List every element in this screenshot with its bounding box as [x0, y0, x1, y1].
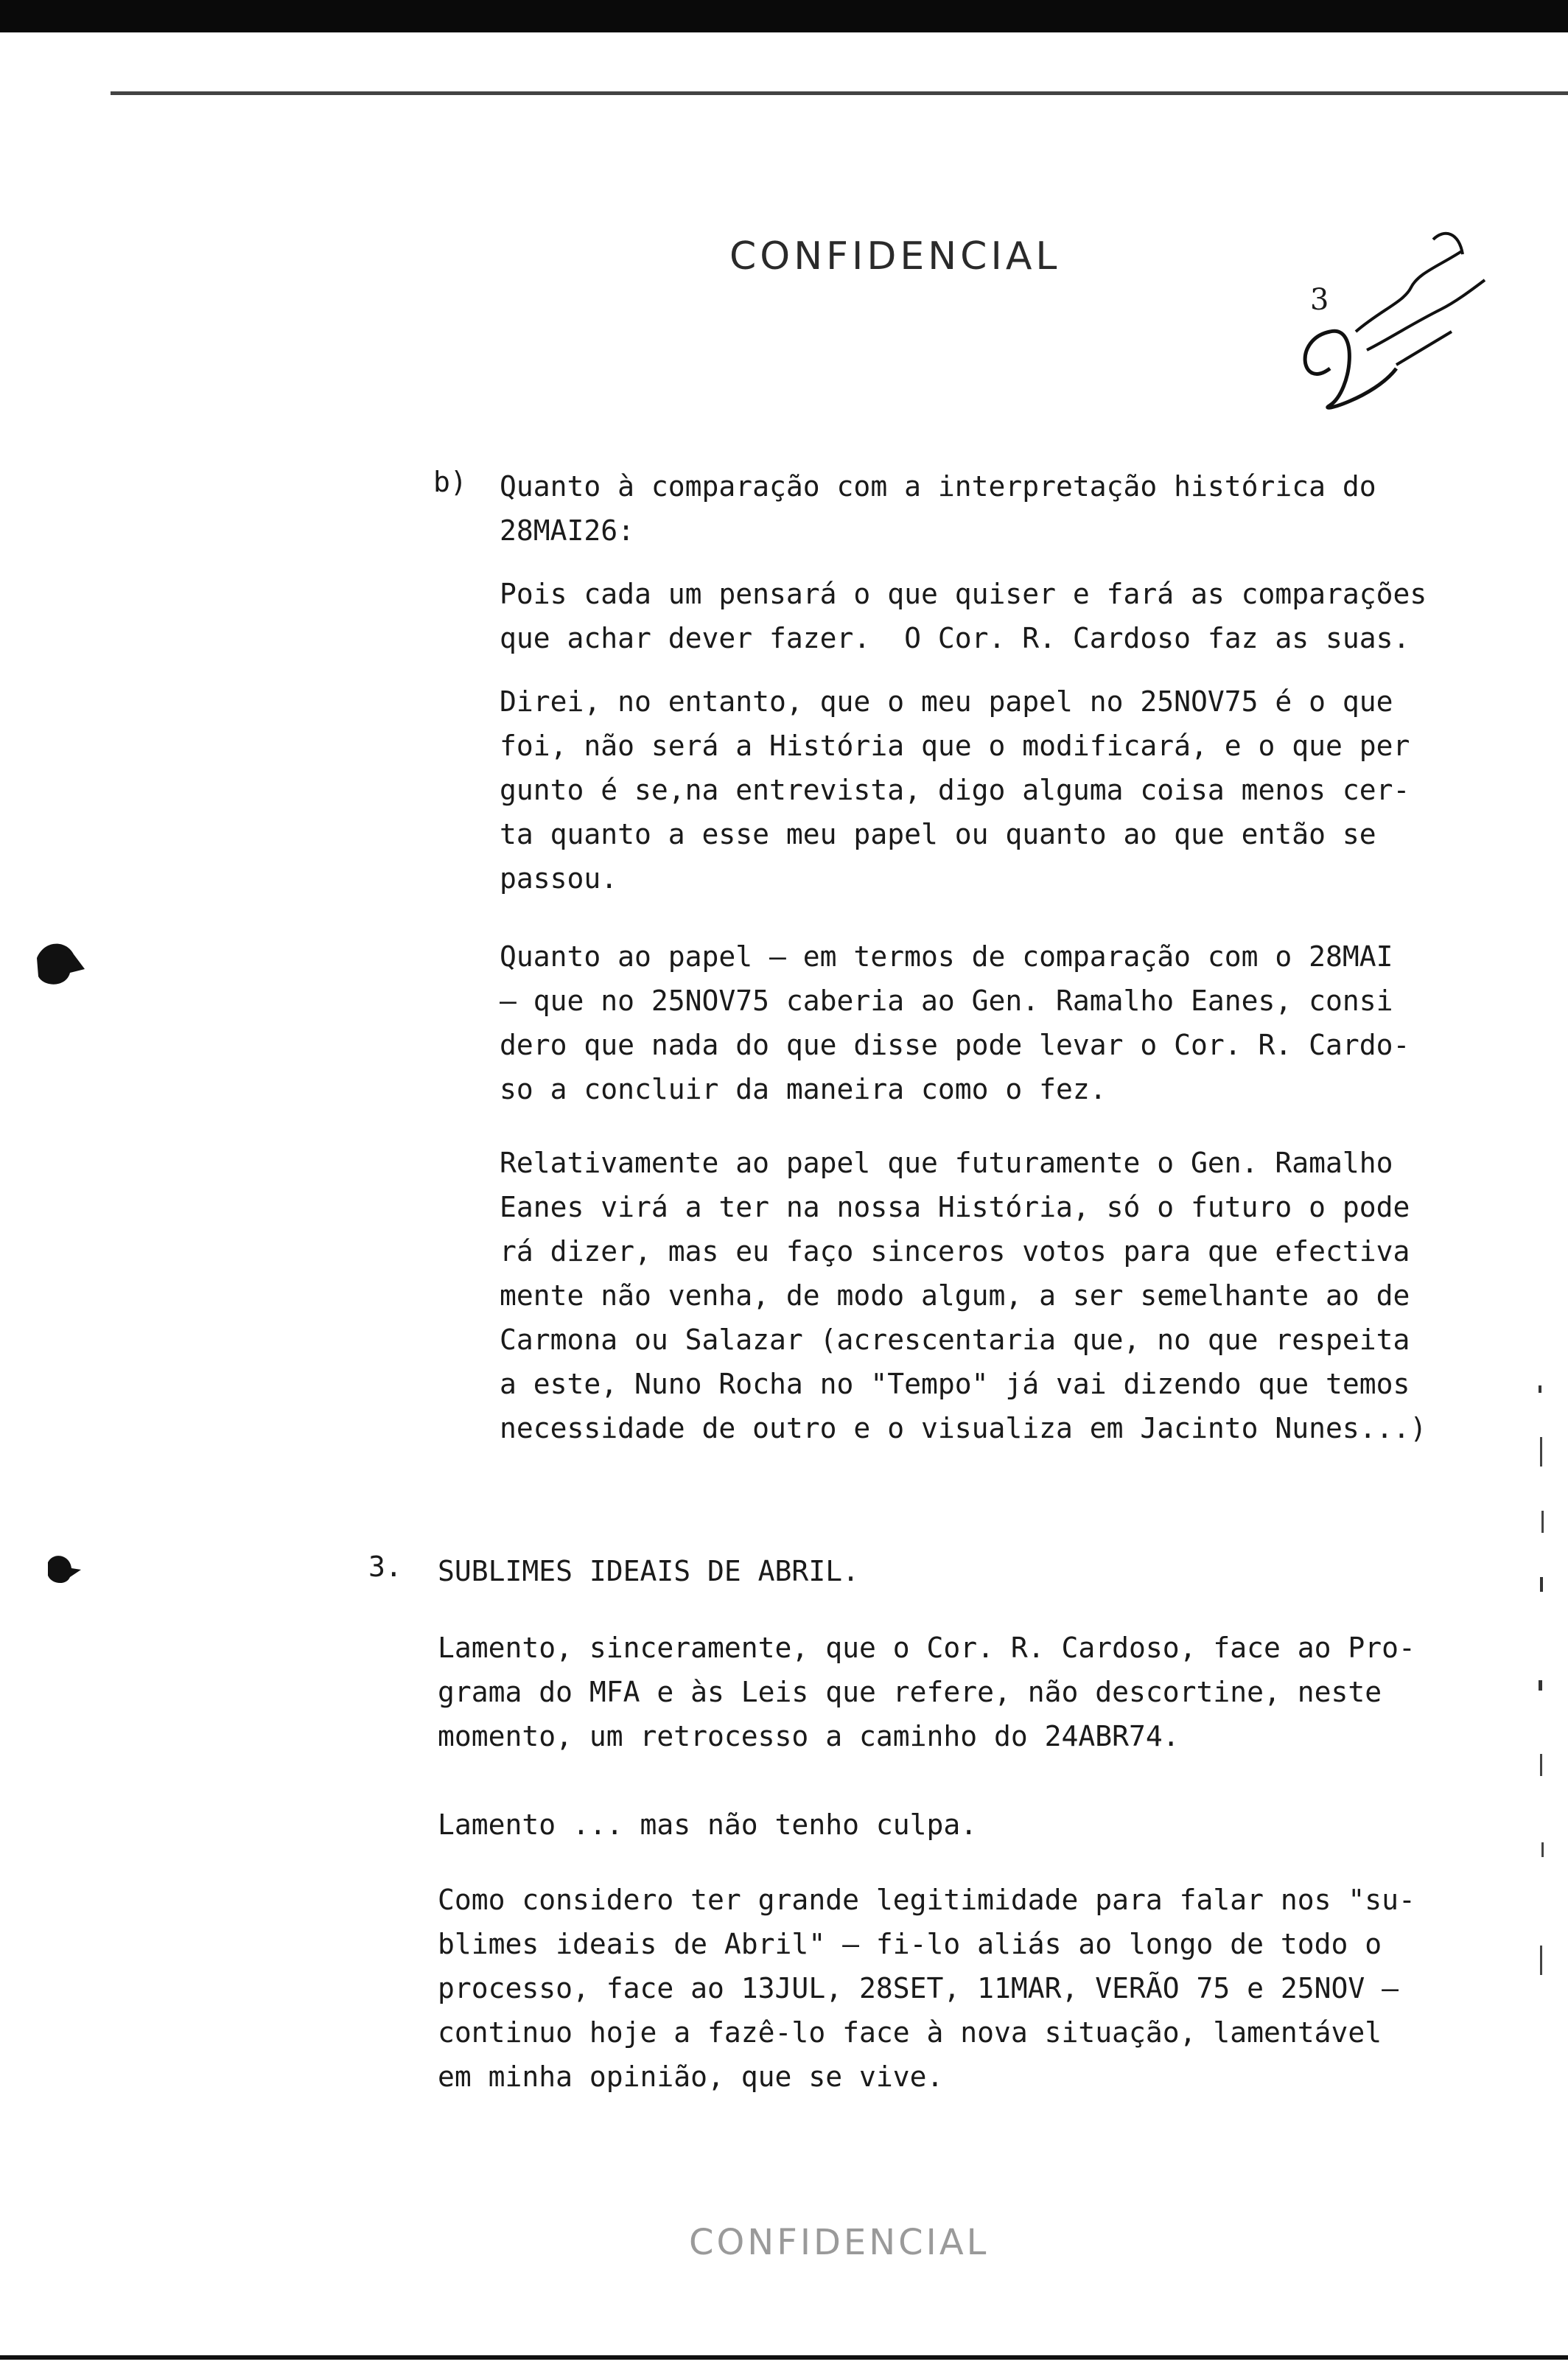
item-marker-b: b) — [433, 466, 467, 498]
section-b-paragraph-4: Relativamente ao papel que futuramente o Gen. Ramalho Eanes virá a ter na nossa História, só o futuro o pode rá dizer, mas eu faço sinceros votos para que efectiva mente não venha, de modo algum, a ser semelhante ao de Carmona ou Salazar (acrescentaria que, no que respeita a este, Nuno Rocha no "Tempo" já vai dizendo que temos necessidade de outro e o visualiza em Jacinto Nunes...) — [500, 1147, 1427, 1444]
section-3-paragraph-3: Como considero ter grande legitimidade para falar nos "su- blimes ideais de Abril" — fi-lo aliás ao longo de todo o processo, face ao 13JUL, 28SET, 11MAR, VERÃO 75 e 25NOV — continuo hoje a fazê-lo face à nova situação, lamentável em minha opinião, que se vive. — [438, 1884, 1415, 2093]
page-number: 3 — [1310, 283, 1329, 317]
top-rule — [111, 91, 1568, 95]
punch-hole-mark — [29, 936, 88, 995]
punch-hole-mark-lower — [41, 1548, 85, 1592]
confidential-stamp-footer: CONFIDENCIAL — [689, 2222, 990, 2263]
scan-noise-marks — [1525, 1371, 1555, 2034]
section-b-paragraph-1: Pois cada um pensará o que quiser e fará as comparações que achar dever fazer. O Cor. R. Cardoso faz as suas. — [500, 578, 1427, 654]
section-b-paragraph-2: Direi, no entanto, que o meu papel no 25NOV75 é o que foi, não será a História que o modificará, e o que per gunto é se,na entrevista, digo alguma coisa menos cer- ta quanto a esse meu papel ou quanto ao que então se passou. — [500, 685, 1410, 895]
section-3-paragraph-2: Lamento ... mas não tenho culpa. — [438, 1808, 978, 1841]
section-3-paragraph-1: Lamento, sinceramente, que o Cor. R. Cardoso, face ao Pro- grama do MFA e às Leis que refere, não descortine, neste momento, um retrocesso a caminho do 24ABR74. — [438, 1632, 1415, 1752]
bottom-rule — [0, 2355, 1568, 2360]
section-3-heading: SUBLIMES IDEAIS DE ABRIL. — [438, 1555, 859, 1587]
section-b-paragraph-3: Quanto ao papel — em termos de comparação com o 28MAI — que no 25NOV75 caberia ao Gen. Ramalho Eanes, consi dero que nada do que disse pode levar o Cor. R. Cardo- so a concluir da maneira como o fez. — [500, 940, 1410, 1105]
handwritten-signature — [1286, 221, 1507, 442]
section-b-heading: Quanto à comparação com a interpretação histórica do 28MAI26: — [500, 470, 1376, 547]
item-marker-3: 3. — [368, 1551, 402, 1583]
scan-top-border — [0, 0, 1568, 32]
confidential-stamp-header: CONFIDENCIAL — [729, 234, 1061, 279]
